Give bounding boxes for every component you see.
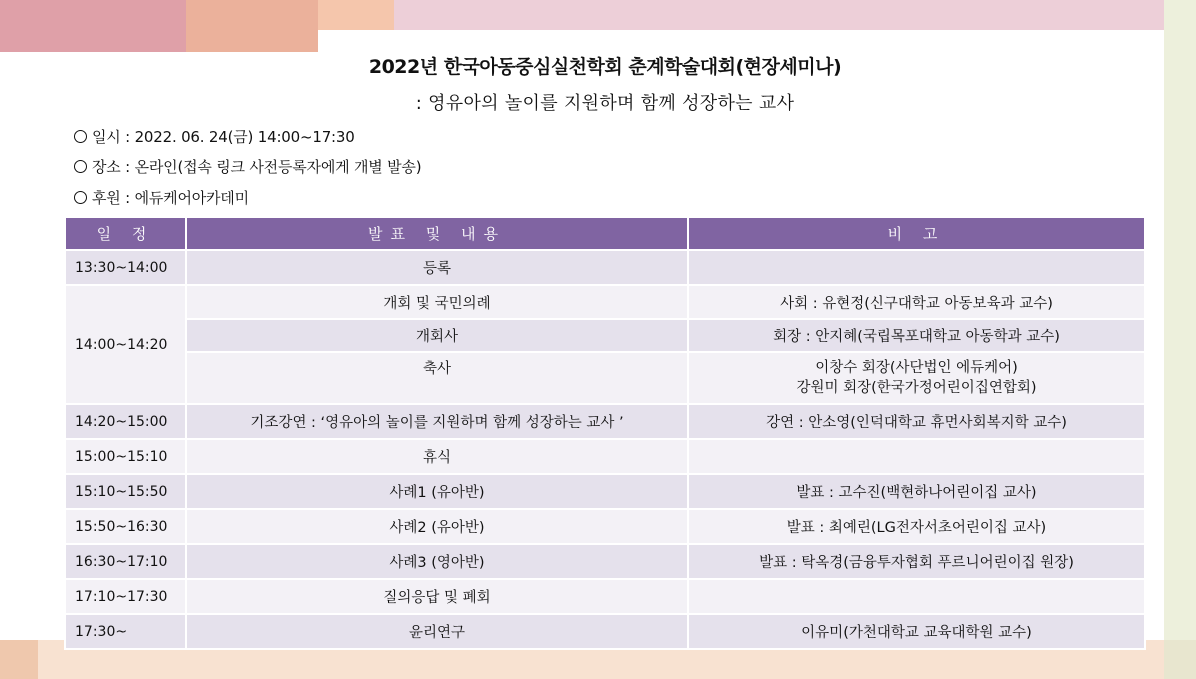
note-cell: 발표 : 탁옥경(금융투자협회 푸르니어린이집 원장) — [688, 544, 1145, 579]
time-cell: 14:20~15:00 — [65, 404, 186, 439]
header-schedule: 일 정 — [65, 217, 186, 250]
note-cell: 발표 : 고수진(백현하나어린이집 교사) — [688, 474, 1145, 509]
info-date-text: 일시 : 2022. 06. 24(금) 14:00~17:30 — [92, 128, 355, 146]
table-row — [65, 614, 1145, 649]
time-cell: 15:50~16:30 — [65, 509, 186, 544]
note-cell: 회장 : 안지혜(국립목포대학교 아동학과 교수) — [688, 319, 1145, 352]
info-place — [74, 156, 421, 177]
decor-block — [186, 0, 318, 52]
note-cell — [688, 579, 1145, 614]
note-line: 이창수 회장(사단법인 에듀케어) — [815, 360, 1018, 376]
content-cell: 사례3 (영아반) — [186, 544, 688, 579]
circle-bullet-icon — [74, 160, 87, 173]
decor-block — [0, 640, 38, 679]
content-cell: 개회사 — [186, 319, 688, 352]
table-header-row — [65, 217, 1145, 250]
table-row — [65, 509, 1145, 544]
table-row — [65, 285, 1145, 319]
content-cell: 윤리연구 — [186, 614, 688, 649]
schedule-table — [64, 216, 1146, 650]
note-cell: 이유미(가천대학교 교육대학원 교수) — [688, 614, 1145, 649]
table-row — [65, 352, 1145, 404]
note-cell: 강연 : 안소영(인덕대학교 휴먼사회복지학 교수) — [688, 404, 1145, 439]
table-row — [65, 439, 1145, 474]
decor-block — [0, 0, 186, 52]
note-cell — [688, 439, 1145, 474]
note-cell — [688, 250, 1145, 285]
circle-bullet-icon — [74, 191, 87, 204]
table-row — [65, 319, 1145, 352]
note-line: 강원미 회장(한국가정어린이집연합회) — [796, 380, 1037, 396]
content-cell: 개회 및 국민의례 — [186, 285, 688, 319]
table-row — [65, 544, 1145, 579]
decor-block — [394, 0, 1164, 30]
table-row — [65, 474, 1145, 509]
time-cell: 13:30~14:00 — [65, 250, 186, 285]
time-cell: 15:10~15:50 — [65, 474, 186, 509]
header-note: 비 고 — [688, 217, 1145, 250]
time-cell: 17:30~ — [65, 614, 186, 649]
header-content: 발표 및 내용 — [186, 217, 688, 250]
note-cell: 발표 : 최예린(LG전자서초어린이집 교사) — [688, 509, 1145, 544]
decor-block — [1164, 640, 1196, 679]
note-cell: 사회 : 유현정(신구대학교 아동보육과 교수) — [688, 285, 1145, 319]
decor-block — [318, 0, 394, 30]
table-row — [65, 404, 1145, 439]
page-title: 2022년 한국아동중심실천학회 춘계학술대회(현장세미나) — [368, 56, 842, 78]
time-cell: 15:00~15:10 — [65, 439, 186, 474]
note-cell — [688, 352, 1145, 404]
time-cell: 14:00~14:20 — [65, 285, 186, 404]
content-cell: 휴식 — [186, 439, 688, 474]
info-date — [74, 126, 355, 147]
content-cell: 기조강연 : ‘영유아의 놀이를 지원하며 함께 성장하는 교사 ’ — [186, 404, 688, 439]
circle-bullet-icon — [74, 130, 87, 143]
content-cell: 사례1 (유아반) — [186, 474, 688, 509]
info-sponsor-text: 후원 : 에듀케어아카데미 — [92, 189, 249, 207]
page-subtitle: : 영유아의 놀이를 지원하며 함께 성장하는 교사 — [415, 93, 795, 114]
table-row — [65, 579, 1145, 614]
time-cell: 17:10~17:30 — [65, 579, 186, 614]
info-place-text: 장소 : 온라인(접속 링크 사전등록자에게 개별 발송) — [92, 158, 422, 176]
info-sponsor — [74, 187, 249, 208]
table-row — [65, 250, 1145, 285]
content-cell: 축사 — [186, 352, 688, 404]
content-cell: 질의응답 및 폐회 — [186, 579, 688, 614]
content-cell: 등록 — [186, 250, 688, 285]
content-cell: 사례2 (유아반) — [186, 509, 688, 544]
time-cell: 16:30~17:10 — [65, 544, 186, 579]
